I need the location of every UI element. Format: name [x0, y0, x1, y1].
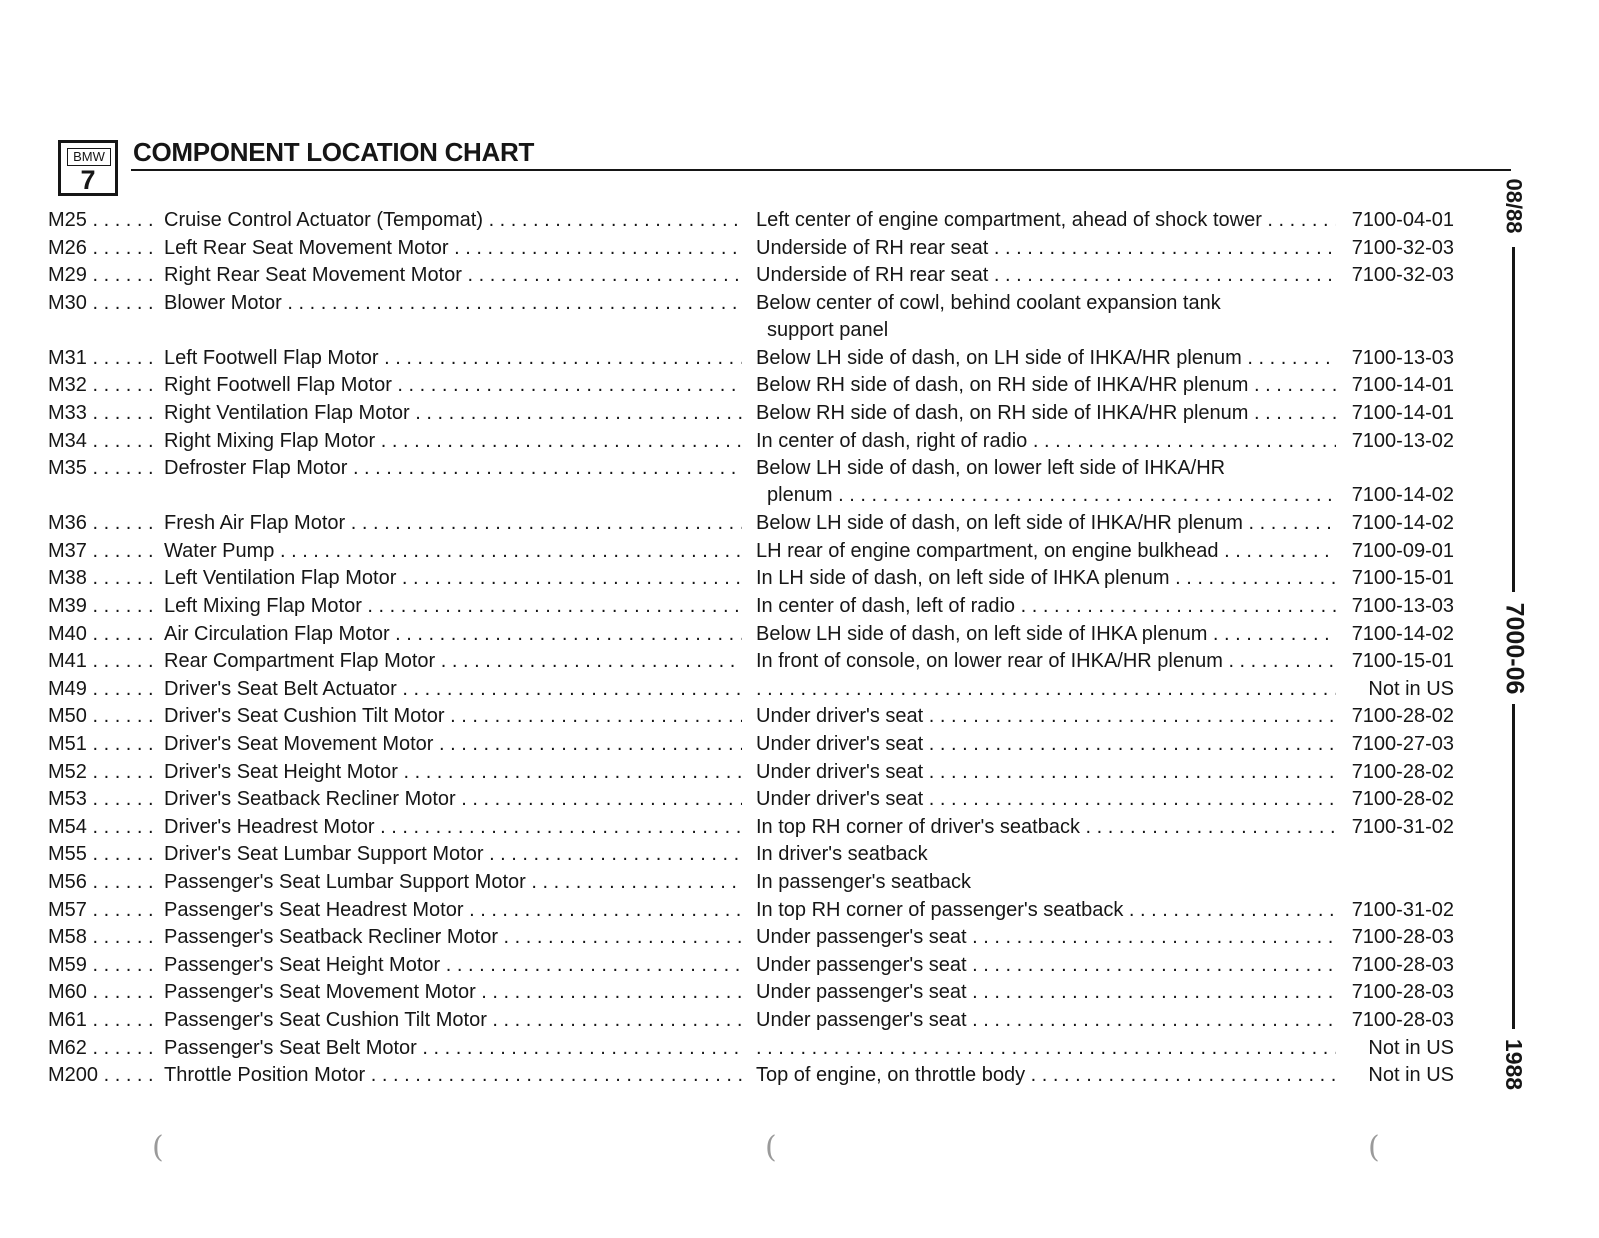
- repair-reference: 7100-27-03: [1351, 733, 1454, 755]
- component-name: Driver's Seatback Recliner Motor . . .: [164, 785, 742, 813]
- repair-reference: 7100-31-02: [1351, 898, 1454, 921]
- component-code: M57 . . .: [48, 896, 160, 924]
- repair-reference: Not in US: [1368, 1064, 1454, 1087]
- repair-reference: Not in US: [1368, 677, 1454, 700]
- component-name: Passenger's Seat Cushion Tilt Motor . . .: [164, 1006, 742, 1034]
- component-name: Left Rear Seat Movement Motor . . .: [164, 234, 742, 262]
- component-code: M62 . . .: [48, 1034, 160, 1062]
- table-row: [0, 868, 1520, 896]
- component-name: Right Ventilation Flap Motor . . .: [164, 399, 742, 427]
- component-location-continued: support panel: [767, 318, 889, 341]
- component-code: M35 . . .: [48, 454, 160, 482]
- repair-reference: 7100-28-02: [1351, 760, 1454, 783]
- component-code: M52 . . .: [48, 758, 160, 786]
- repair-reference: 7100-28-03: [1351, 926, 1454, 949]
- component-name: Water Pump . . .: [164, 537, 742, 565]
- table-row: [0, 978, 1520, 1006]
- table-row: [0, 702, 1520, 730]
- component-location: In passenger's seatback: [756, 871, 972, 893]
- table-row: [0, 675, 1520, 703]
- repair-reference: 7100-04-01: [1351, 209, 1454, 231]
- component-location: Below center of cowl, behind coolant expansion tank: [756, 291, 1221, 314]
- repair-reference: 7100-15-01: [1351, 567, 1454, 590]
- component-code: M60 . . .: [48, 978, 160, 1006]
- component-location: In driver's seatback: [756, 843, 928, 866]
- component-code: M54 . . .: [48, 813, 160, 841]
- repair-reference: 7100-13-02: [1351, 429, 1454, 452]
- table-row: [0, 730, 1520, 758]
- repair-reference: 7100-32-03: [1351, 236, 1454, 259]
- component-location: Left center of engine compartment, ahead of shock tower . . .: [756, 206, 1336, 234]
- repair-reference: 7100-28-03: [1351, 953, 1454, 976]
- side-page-number: 7000-06: [1500, 602, 1529, 694]
- table-row: [0, 427, 1520, 455]
- repair-reference: 7100-14-01: [1351, 402, 1454, 424]
- component-name: Rear Compartment Flap Motor . . .: [164, 647, 742, 675]
- side-rule-top: [1512, 247, 1515, 592]
- component-code: M49 . . .: [48, 675, 160, 703]
- component-name: Passenger's Seat Belt Motor . . .: [164, 1034, 742, 1062]
- component-name: Right Footwell Flap Motor . . .: [164, 371, 742, 399]
- component-name: Air Circulation Flap Motor . . .: [164, 620, 742, 648]
- component-name: Driver's Seat Height Motor . . .: [164, 758, 742, 786]
- component-code: M56 . . .: [48, 868, 160, 896]
- table-row: [0, 371, 1520, 399]
- component-code: M61 . . .: [48, 1006, 160, 1034]
- table-row: [0, 234, 1520, 262]
- component-location: Under passenger's seat . . .: [756, 951, 1336, 979]
- repair-reference: 7100-28-02: [1351, 788, 1454, 811]
- component-name: Passenger's Seatback Recliner Motor . . .: [164, 923, 742, 951]
- component-name: Right Rear Seat Movement Motor . . .: [164, 261, 742, 289]
- side-year: 1988: [1501, 1038, 1528, 1090]
- component-code: M39 . . .: [48, 592, 160, 620]
- component-code: M37 . . .: [48, 537, 160, 565]
- component-name: Defroster Flap Motor . . .: [164, 454, 742, 482]
- repair-reference: 7100-28-03: [1351, 981, 1454, 1004]
- component-code: M32 . . .: [48, 371, 160, 399]
- component-code: M200 . . .: [48, 1061, 160, 1089]
- table-row: [0, 564, 1520, 592]
- component-code: M33 . . .: [48, 399, 160, 427]
- table-row: [0, 454, 1520, 507]
- component-location: [756, 675, 1336, 703]
- component-code: M36 . . .: [48, 509, 160, 537]
- table-row: [0, 592, 1520, 620]
- component-location: Under driver's seat . . .: [756, 702, 1336, 730]
- component-name: Left Ventilation Flap Motor . . .: [164, 564, 742, 592]
- component-location: Underside of RH rear seat . . .: [756, 234, 1336, 262]
- component-code: M51 . . .: [48, 730, 160, 758]
- component-location: LH rear of engine compartment, on engine bulkhead . . .: [756, 537, 1336, 565]
- component-name: Passenger's Seat Height Motor . . .: [164, 951, 742, 979]
- component-name: Driver's Seat Lumbar Support Motor . . .: [164, 840, 742, 868]
- component-location: Under passenger's seat . . .: [756, 923, 1336, 951]
- component-code: M58 . . .: [48, 923, 160, 951]
- table-row: [0, 509, 1520, 537]
- table-row: [0, 840, 1520, 868]
- logo-brand: BMW: [67, 148, 111, 166]
- component-name: Driver's Seat Cushion Tilt Motor . . .: [164, 702, 742, 730]
- binder-hole-mark-left: (: [152, 1130, 164, 1165]
- table-row: [0, 896, 1520, 924]
- component-name: Driver's Seat Belt Actuator . . .: [164, 675, 742, 703]
- table-row: [0, 206, 1520, 234]
- table-row: [0, 1034, 1520, 1062]
- component-code: M34 . . .: [48, 427, 160, 455]
- component-location: In LH side of dash, on left side of IHKA plenum . . .: [756, 564, 1336, 592]
- component-code: M30 . . .: [48, 289, 160, 317]
- component-name: Blower Motor . . .: [164, 289, 742, 317]
- component-location: Under passenger's seat . . .: [756, 1006, 1336, 1034]
- table-row: [0, 647, 1520, 675]
- side-margin: [1492, 165, 1536, 1095]
- component-name: Fresh Air Flap Motor . . .: [164, 509, 742, 537]
- table-row: [0, 1061, 1520, 1089]
- component-location: Below LH side of dash, on lower left side of IHKA/HR: [756, 457, 1226, 480]
- repair-reference: 7100-13-03: [1351, 346, 1454, 369]
- component-location: Below RH side of dash, on RH side of IHKA/HR plenum . . .: [756, 371, 1336, 399]
- component-name: Passenger's Seat Headrest Motor . . .: [164, 896, 742, 924]
- repair-reference: 7100-15-01: [1351, 650, 1454, 673]
- table-row: [0, 758, 1520, 786]
- component-name: Cruise Control Actuator (Tempomat) . . .: [164, 206, 742, 234]
- table-row: [0, 620, 1520, 648]
- component-code: M31 . . .: [48, 344, 160, 372]
- table-row: [0, 923, 1520, 951]
- repair-reference: 7100-14-01: [1351, 374, 1454, 397]
- page-title: COMPONENT LOCATION CHART: [133, 137, 535, 167]
- component-code: M40 . . .: [48, 620, 160, 648]
- repair-reference: 7100-14-02: [1351, 512, 1454, 535]
- component-location: Below RH side of dash, on RH side of IHKA/HR plenum . . .: [756, 399, 1336, 427]
- component-location: Below LH side of dash, on left side of IHKA plenum . . .: [756, 620, 1336, 648]
- table-row: [0, 813, 1520, 841]
- component-name: Throttle Position Motor . . .: [164, 1061, 742, 1089]
- table-row: [0, 344, 1520, 372]
- repair-reference: 7100-09-01: [1351, 539, 1454, 562]
- table-row: [0, 289, 1520, 341]
- component-location-continued: plenum . . .: [767, 481, 1336, 509]
- component-location: Below LH side of dash, on LH side of IHKA/HR plenum . . .: [756, 344, 1336, 372]
- component-location: In center of dash, left of radio . . .: [756, 592, 1336, 620]
- repair-reference: 7100-13-03: [1351, 595, 1454, 617]
- component-code: M25 . . .: [48, 206, 160, 234]
- repair-reference: 7100-28-03: [1351, 1009, 1454, 1031]
- component-location: Under driver's seat . . .: [756, 785, 1336, 813]
- component-name: Left Mixing Flap Motor . . .: [164, 592, 742, 620]
- component-code: M26 . . .: [48, 234, 160, 262]
- component-code: M50 . . .: [48, 702, 160, 730]
- logo-series-number: 7: [80, 165, 96, 195]
- repair-reference: Not in US: [1368, 1036, 1454, 1059]
- component-name: Left Footwell Flap Motor . . .: [164, 344, 742, 372]
- component-location: In top RH corner of driver's seatback . . .: [756, 813, 1336, 841]
- component-location: In front of console, on lower rear of IHKA/HR plenum . . .: [756, 647, 1336, 675]
- component-location: In top RH corner of passenger's seatback . . .: [756, 896, 1336, 924]
- table-row: [0, 261, 1520, 289]
- component-code: M59 . . .: [48, 951, 160, 979]
- component-name: Driver's Seat Movement Motor . . .: [164, 730, 742, 758]
- component-name: Passenger's Seat Lumbar Support Motor . . .: [164, 868, 742, 896]
- title-rule: [131, 169, 1511, 171]
- table-row: [0, 399, 1520, 427]
- binder-hole-mark-center: (: [765, 1130, 777, 1165]
- binder-hole-mark-right: (: [1368, 1130, 1380, 1165]
- component-location: Top of engine, on throttle body . . .: [756, 1061, 1336, 1089]
- component-code: M38 . . .: [48, 564, 160, 592]
- component-name: Right Mixing Flap Motor . . .: [164, 427, 742, 455]
- component-location: Underside of RH rear seat . . .: [756, 261, 1336, 289]
- component-code: M29 . . .: [48, 261, 160, 289]
- bmw-7-logo: [58, 140, 118, 196]
- repair-reference: 7100-14-02: [1351, 484, 1454, 507]
- component-location: Under driver's seat . . .: [756, 758, 1336, 786]
- component-location: Under passenger's seat . . .: [756, 978, 1336, 1006]
- repair-reference: 7100-14-02: [1351, 622, 1454, 645]
- side-date: 08/88: [1502, 178, 1527, 234]
- component-location: Below LH side of dash, on left side of IHKA/HR plenum . . .: [756, 509, 1336, 537]
- repair-reference: 7100-31-02: [1351, 815, 1454, 838]
- repair-reference: 7100-28-02: [1351, 705, 1454, 728]
- side-rule-bottom: [1512, 704, 1515, 1029]
- table-row: [0, 537, 1520, 565]
- component-location: In center of dash, right of radio . . .: [756, 427, 1336, 455]
- component-code: M55 . . .: [48, 840, 160, 868]
- component-location: Under driver's seat . . .: [756, 730, 1336, 758]
- component-code: M41 . . .: [48, 647, 160, 675]
- repair-reference: 7100-32-03: [1351, 264, 1454, 287]
- table-row: [0, 951, 1520, 979]
- table-row: [0, 785, 1520, 813]
- component-location: [756, 1034, 1336, 1062]
- table-row: [0, 1006, 1520, 1034]
- component-name: Driver's Headrest Motor . . .: [164, 813, 742, 841]
- component-code: M53 . . .: [48, 785, 160, 813]
- component-name: Passenger's Seat Movement Motor . . .: [164, 978, 742, 1006]
